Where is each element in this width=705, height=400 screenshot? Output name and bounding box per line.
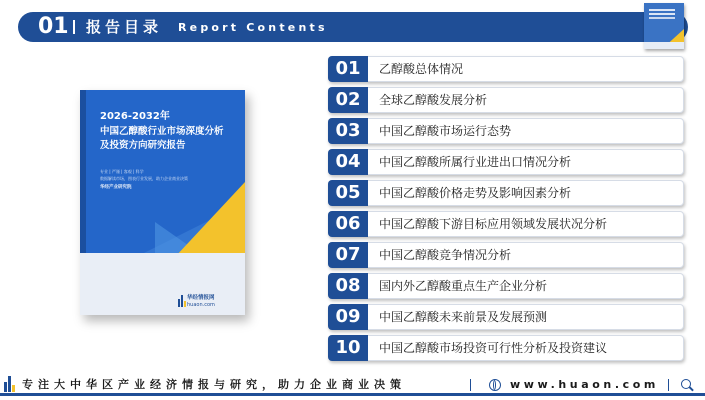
toc-number: 02 [328, 87, 368, 113]
footer-url[interactable]: www.huaon.com [510, 378, 659, 391]
toc-number: 01 [328, 56, 368, 82]
cover-tags: 专业 | 严谨 | 客观 | 科学 [100, 169, 144, 174]
cover-title-year: 2026-2032年 [100, 111, 170, 122]
globe-icon [489, 379, 501, 391]
search-icon[interactable] [681, 379, 691, 389]
toc-number: 10 [328, 335, 368, 361]
footer-divider [470, 379, 471, 391]
huaon-logo-icon [4, 376, 18, 392]
report-cover [80, 90, 245, 315]
cover-logo-url: huaon.com [187, 302, 215, 308]
toc-item[interactable] [328, 242, 684, 268]
toc-number: 08 [328, 273, 368, 299]
toc-label: 中国乙醇酸所属行业进出口情况分析 [379, 155, 572, 169]
toc-item[interactable] [328, 180, 684, 206]
toc-item[interactable] [328, 118, 684, 144]
cover-title-main: 中国乙醇酸行业市场深度分析 [100, 126, 224, 137]
footer-tagline: 专注大中华区产业经济情报与研究，助力企业商业决策 [22, 378, 406, 391]
toc-item[interactable] [328, 211, 684, 237]
toc-label: 全球乙醇酸发展分析 [379, 93, 488, 107]
toc-number: 03 [328, 118, 368, 144]
toc-number: 09 [328, 304, 368, 330]
toc-number: 07 [328, 242, 368, 268]
cover-publisher: 华经产业研究院 [100, 185, 132, 190]
cover-title-sub: 及投资方向研究报告 [100, 140, 186, 151]
toc-item[interactable] [328, 149, 684, 175]
toc-number: 06 [328, 211, 368, 237]
toc-label: 乙醇酸总体情况 [379, 62, 464, 76]
huaon-logo-icon [178, 295, 184, 307]
footer-divider [668, 379, 669, 391]
toc-item[interactable] [328, 335, 684, 361]
toc-label: 中国乙醇酸价格走势及影响因素分析 [379, 186, 572, 200]
cover-logo-name: 华经情报网 [187, 295, 215, 301]
toc-number: 04 [328, 149, 368, 175]
toc-item[interactable] [328, 304, 684, 330]
footer-bar [0, 375, 705, 395]
toc-label: 中国乙醇酸下游目标应用领域发展状况分析 [379, 217, 608, 231]
toc-label: 中国乙醇酸市场投资可行性分析及投资建议 [379, 341, 608, 355]
report-thumbnail [644, 3, 684, 49]
header-divider [73, 20, 75, 34]
toc-item[interactable] [328, 273, 684, 299]
toc-label: 国内外乙醇酸重点生产企业分析 [379, 279, 548, 293]
footer-line [0, 393, 705, 396]
cover-slogan: 数据解读市场，图表行业发展，助力企业商业决策 [100, 176, 188, 181]
toc-item[interactable] [328, 56, 684, 82]
section-subtitle: Report Contents [178, 21, 328, 34]
section-title: 报告目录 [86, 18, 163, 36]
section-number: 01 [38, 14, 69, 39]
toc-item[interactable] [328, 87, 684, 113]
toc-label: 中国乙醇酸未来前景及发展预测 [379, 310, 548, 324]
toc-label: 中国乙醇酸竞争情况分析 [379, 248, 512, 262]
toc-number: 05 [328, 180, 368, 206]
toc-label: 中国乙醇酸市场运行态势 [379, 124, 512, 138]
